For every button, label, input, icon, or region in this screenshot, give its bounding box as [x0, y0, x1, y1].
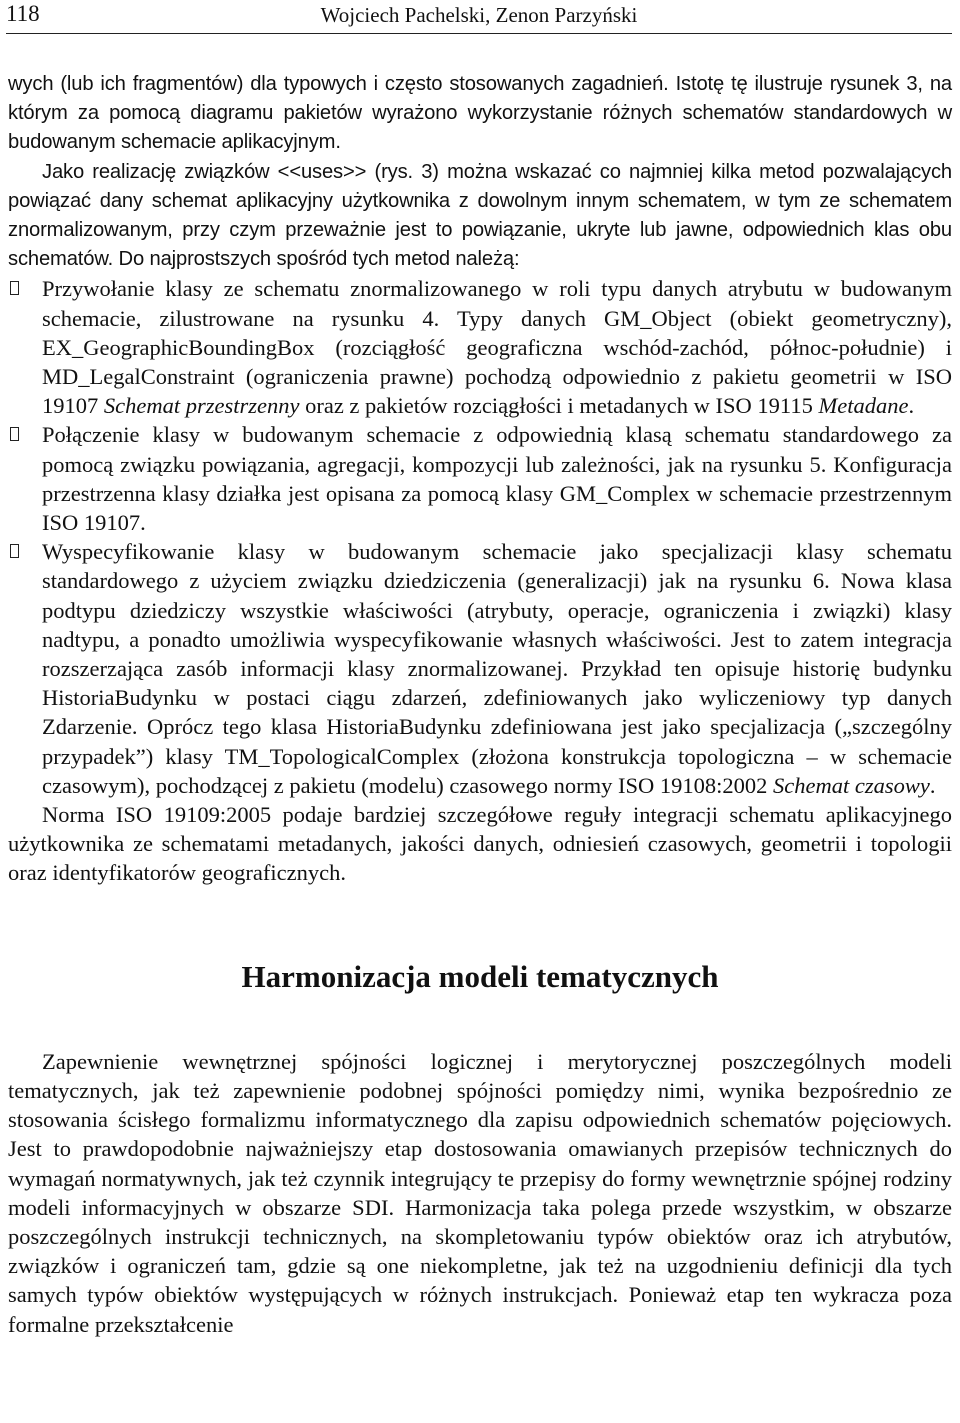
list-item-text: oraz z pakietów rozciągłości i metadanych w ISO 19115 — [299, 393, 819, 419]
list-item-text: . — [929, 772, 936, 798]
list-item-text: Połączenie klasy w budowanym schemacie z odpowiednią klasą schematu standardowego za pomocą związku powiązania, agregacji, kompozycji lub zależności, jak na rysunku 5. Konfiguracja przestrzenna klasy działka jest opisana za pomocą klasy GM_Complex w schemacie przestrzennym ISO 19107. — [42, 422, 952, 536]
methods-list — [8, 274, 952, 800]
square-bullet-icon — [10, 544, 19, 558]
document-title: Metadane — [818, 393, 909, 419]
page-header — [6, 0, 952, 34]
list-item — [8, 274, 952, 420]
document-title: Schemat przestrzenny — [103, 393, 300, 419]
square-bullet-icon — [10, 281, 19, 295]
paragraph-norma: Norma ISO 19109:2005 podaje bardziej szczegółowe reguły integracji schematu aplikacyjnego użytkownika ze schematami metadanych, jakości danych, odniesień czasowych, geometrii i topologii oraz identyfikatorów geograficznych. — [8, 802, 952, 886]
paragraph-harmonization: Zapewnienie wewnętrznej spójności logicznej i merytorycznej poszczególnych modeli tematycznych, jak też zapewnienie podobnej spójności pomiędzy nimi, wynika bezpośrednio ze stosowania ścisłego formalizmu informatycznego dla zapisu odpowiednich schematów pojęciowych. Jest to prawdopodobnie najważniejszy etap dostosowania omawianych przepisów technicznych do wymagań normatywnych, jak też czynnik integrujący te przepisy do formy wewnętrznie spójnej rodziny modeli informacyjnych w obszarze SDI. Harmonizacja taka polega przede wszystkim, w obszarze poszczególnych instrukcji technicznych, na skompletowaniu typów obiektów oraz ich atrybutów, związków i ograniczeń tam, gdzie są one niekompletne, jak też na uzgodnieniu definicji dla tych samych typów obiektów występujących w różnych instrukcjach. Ponieważ etap ten wykracza poza formalne przekształcenie — [8, 1048, 952, 1337]
list-item-text: . — [908, 393, 915, 419]
paragraph-continuation: wych (lub ich fragmentów) dla typowych i często stosowanych zagadnień. Istotę tę ilustruje rysunek 3, na którym za pomocą diagramu pakietów wyrażono wykorzystanie różnych schematów standardowych w budowanym schemacie aplikacyjnym. — [8, 73, 952, 154]
page-number: 118 — [6, 1, 40, 26]
list-item — [8, 537, 952, 800]
paragraph-uses: Jako realizację związków <<uses>> (rys. 3) można wskazać co najmniej kilka metod pozwalających powiązać dany schemat aplikacyjny użytkownika z dowolnym innym schematem, w tym ze schematem znormalizowanym, przy czym przeważnie jest to powiązanie, ukryte lub jawne, odpowiednich klas obu schematów. Do najprostszych spośród tych metod należą: — [8, 160, 952, 271]
list-item-text: Wyspecyfikowanie klasy w budowanym schemacie jako specjalizacji klasy schematu standardowego z użyciem związku dziedziczenia (generalizacji) jak na rysunku 6. Nowa klasa podtypu dziedziczy wszystkie właściwości (atrybuty, operacje, ograniczenia i związki) klasy nadtypu, a ponadto umożliwia wyspecyfikowanie własnych właściwości. Jest to zatem integracja rozszerzająca zasób informacji klasy znormalizowanej. Przykład ten opisuje historię budynku HistoriaBudynku w postaci ciągu zdarzeń, zdefiniowanych jako wyliczeniowy typ danych Zdarzenie. Oprócz tego klasa HistoriaBudynku zdefiniowana jest jako specjalizacja („szczególny przypadek”) klasy TM_TopologicalComplex (złożona konstrukcja topologiczna – w schemacie czasowym), pochodzącej z pakietu (modelu) czasowego normy ISO 19108:2002 — [42, 539, 952, 798]
document-title: Schemat czasowy — [773, 772, 930, 798]
running-head: Wojciech Pachelski, Zenon Parzyński — [320, 3, 638, 27]
square-bullet-icon — [10, 427, 19, 441]
page-content — [8, 70, 952, 1339]
list-item — [8, 420, 952, 537]
list-item-text: Przywołanie klasy ze schematu znormalizowanego w roli typu danych atrybutu w budowanym schemacie, zilustrowane na rysunku 4. Typy danych GM_Object (obiekt geometryczny), EX_GeographicBoundingBox (rozciągłość geograficzna wschód-zachód, północ-południe) i MD_LegalConstraint (ograniczenia prawne) pochodzą odpowiednio z pakietu geometrii w ISO 19107 — [42, 276, 952, 419]
section-heading: Harmonizacja modeli tematycznych — [241, 958, 719, 994]
